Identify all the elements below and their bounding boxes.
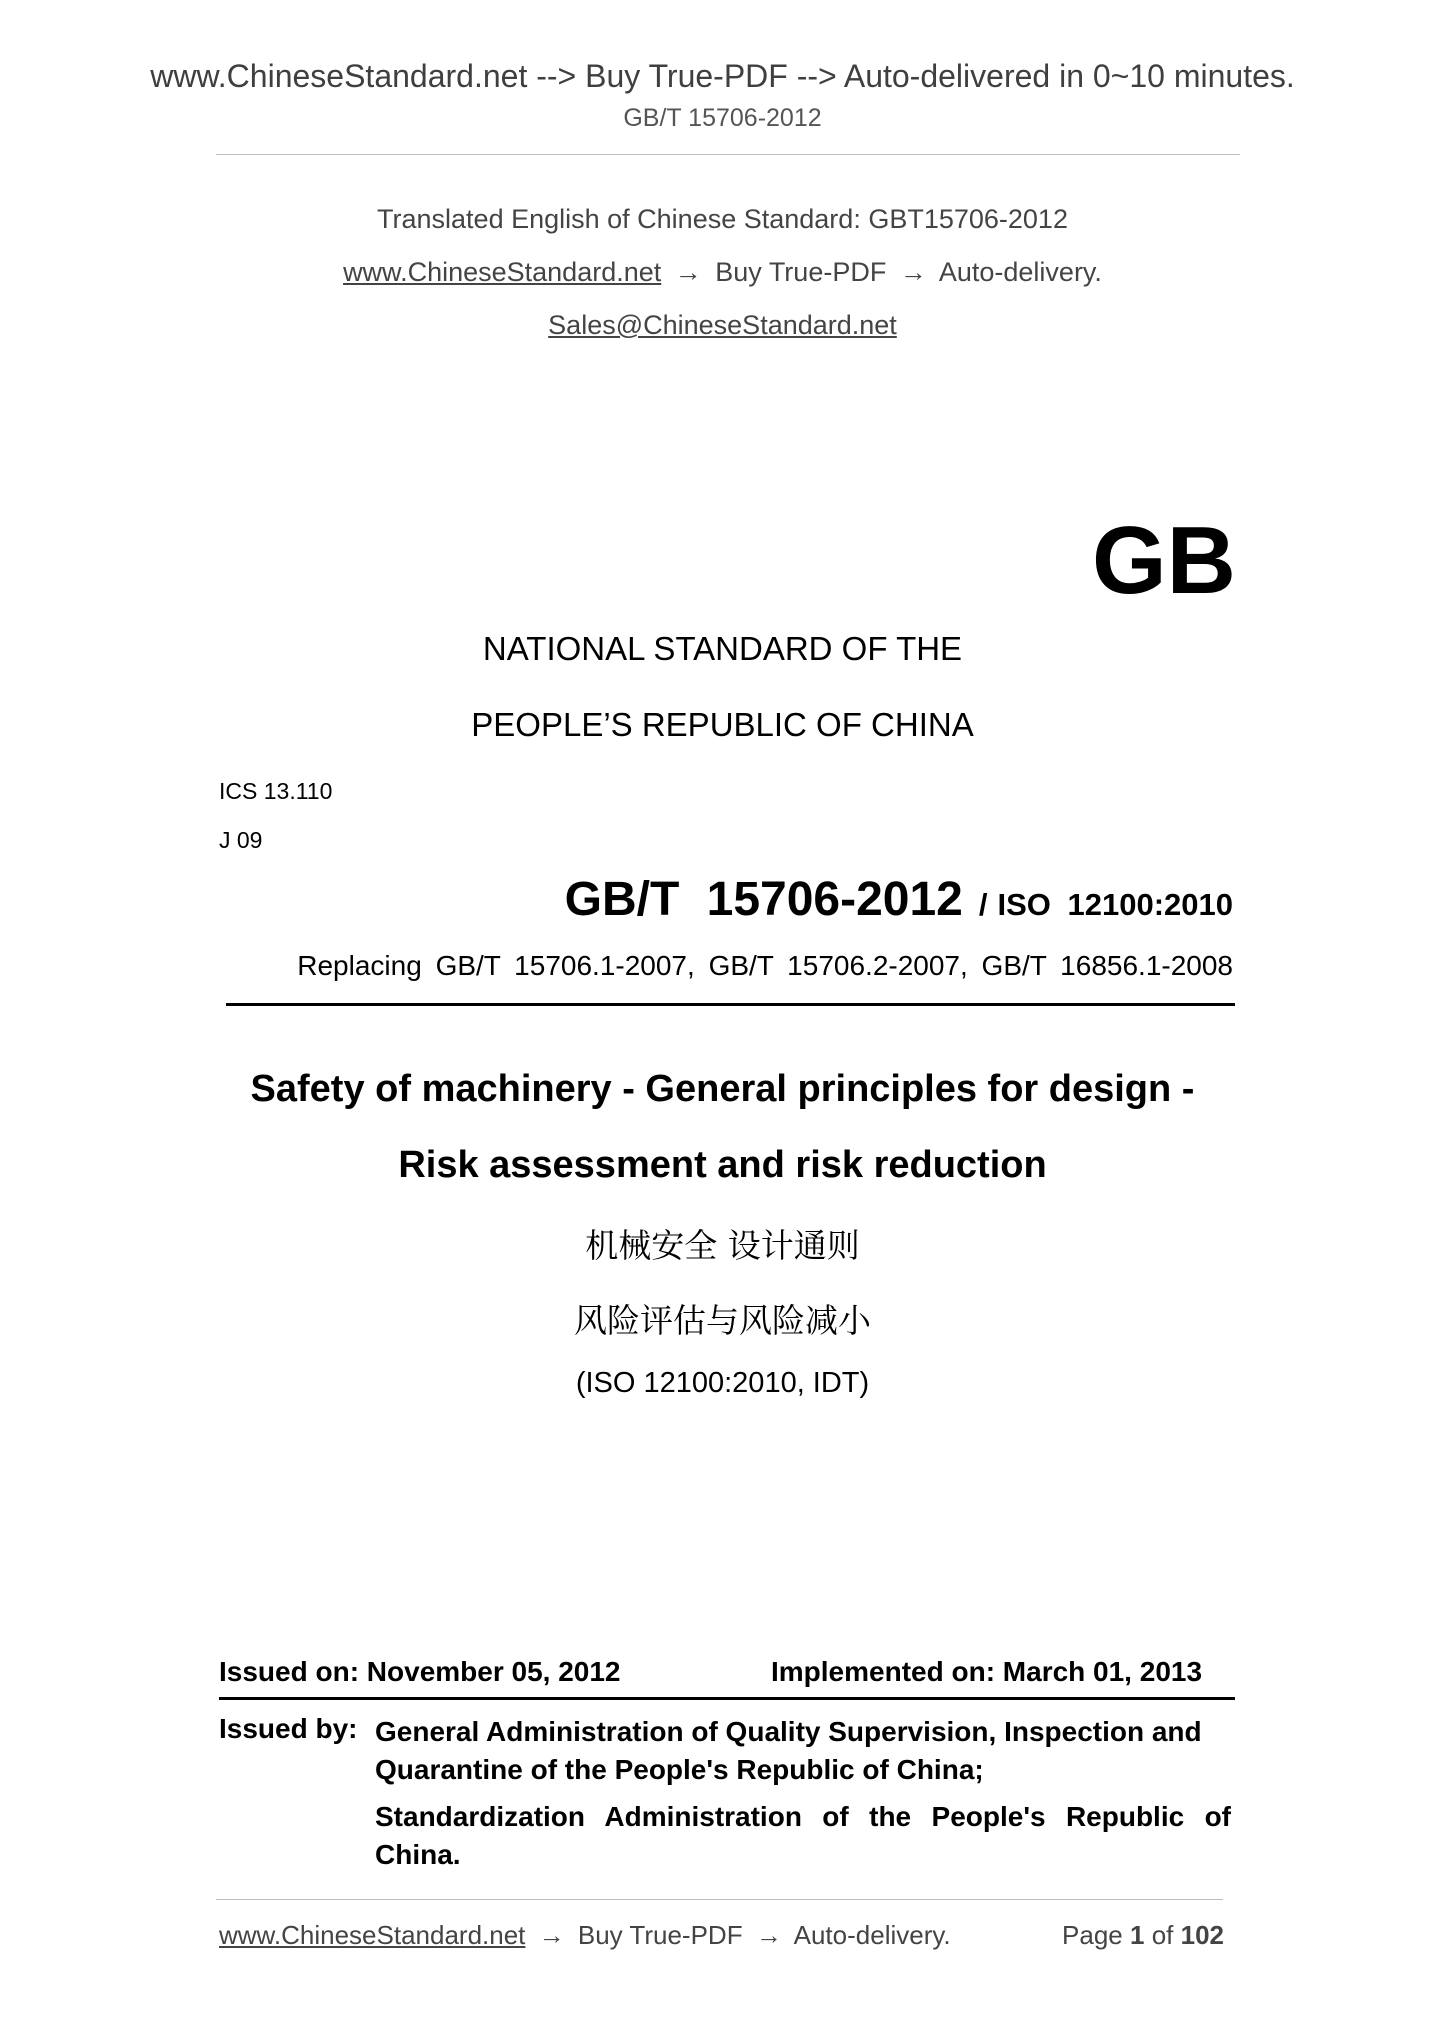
footer-site-link[interactable]: www.ChineseStandard.net <box>219 1920 526 1950</box>
slash-separator: / <box>978 887 988 922</box>
issue-divider <box>219 1697 1235 1700</box>
issued-by-first <box>375 1713 1231 1789</box>
page-indicator <box>1062 1920 1224 1951</box>
standard-number: GB/T 15706-2012 <box>564 873 963 926</box>
national-standard-line1: NATIONAL STANDARD OF THE <box>482 630 963 667</box>
total-pages: 102 <box>1180 1920 1224 1950</box>
header-divider <box>216 154 1240 155</box>
footer-auto-text: Auto-delivery. <box>793 1920 951 1950</box>
title-divider <box>226 1003 1235 1006</box>
sales-email-line <box>0 310 1445 341</box>
chinese-title-line1: 机械安全 设计通则 <box>585 1226 860 1265</box>
issued-by-second: Standardization Administration of the People's Republic of China. <box>375 1801 1231 1870</box>
issued-by-line2: Quarantine of the People's Republic of China; <box>375 1754 984 1785</box>
replacing-line: Replacing GB/T 15706.1-2007, GB/T 15706.2-2007, GB/T 16856.1-2008 <box>297 950 1233 981</box>
header-banner: www.ChineseStandard.net --> Buy True-PDF --> Auto-delivered in 0~10 minutes. <box>150 58 1295 94</box>
sales-email-link[interactable]: Sales@ChineseStandard.net <box>548 310 897 340</box>
arrow-right-icon: → <box>755 1920 782 1950</box>
ics-code: ICS 13.110 <box>219 778 333 804</box>
document-title-line2: Risk assessment and risk reduction <box>398 1144 1047 1186</box>
j-code: J 09 <box>219 827 263 853</box>
national-standard-line2: PEOPLE’S REPUBLIC OF CHINA <box>471 706 974 743</box>
auto-delivery-text: Auto-delivery. <box>938 257 1102 287</box>
document-title-line1: Safety of machinery - General principles for design - <box>250 1068 1195 1110</box>
page-label: Page <box>1062 1920 1123 1950</box>
standard-number-line <box>565 872 1233 927</box>
of-label: of <box>1151 1920 1174 1950</box>
implemented-on: Implemented on: March 01, 2013 <box>771 1656 1203 1687</box>
iso-idt-note: (ISO 12100:2010, IDT) <box>575 1367 870 1399</box>
footer-link-line <box>219 1920 951 1951</box>
buy-true-pdf-text: Buy True-PDF <box>715 257 887 287</box>
issued-by-label: Issued by: <box>219 1713 358 1744</box>
arrow-right-icon: → <box>674 257 702 287</box>
intro-link-line <box>0 257 1445 288</box>
footer-buy-text: Buy True-PDF <box>577 1920 743 1950</box>
issued-by-line1: General Administration of Quality Supervision, Inspection and <box>375 1716 1202 1747</box>
iso-number: ISO 12100:2010 <box>997 887 1233 922</box>
header-standard-code: GB/T 15706-2012 <box>623 104 822 132</box>
issued-on: Issued on: November 05, 2012 <box>219 1656 621 1687</box>
translated-notice: Translated English of Chinese Standard: GBT15706-2012 <box>377 204 1068 234</box>
page-number: 1 <box>1129 1920 1145 1950</box>
arrow-right-icon: → <box>899 257 927 287</box>
gb-mark: GB <box>1092 507 1236 614</box>
arrow-right-icon: → <box>538 1920 565 1950</box>
chinese-title-line2: 风险评估与风险减小 <box>574 1301 871 1340</box>
site-link[interactable]: www.ChineseStandard.net <box>343 257 662 287</box>
footer-divider <box>216 1899 1223 1900</box>
